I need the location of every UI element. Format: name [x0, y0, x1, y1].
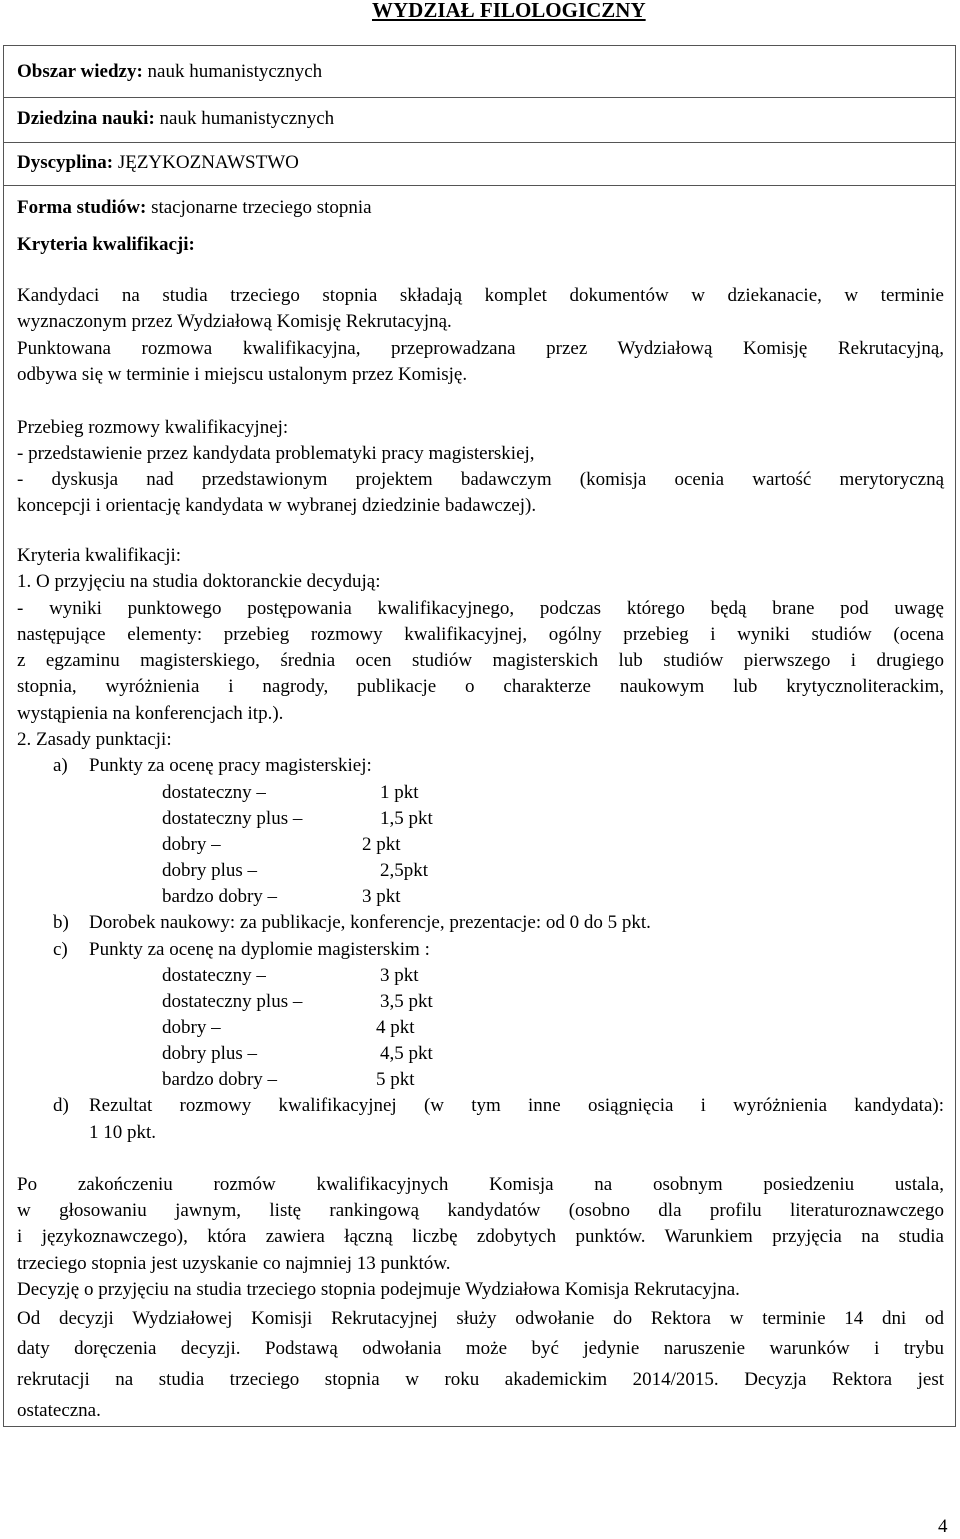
list-item-d: Rezultat rozmowy kwalifikacyjnej (w tym inne osiągnięcia i wyróżnienia kandydata):: [89, 1095, 944, 1116]
field-obszar: [17, 61, 322, 83]
grade-points: 2,5pkt: [380, 860, 429, 881]
grade-points: 3,5 pkt: [380, 991, 433, 1012]
final-line: daty doręczenia decyzji. Podstawą odwołania może być jedynie naruszenie warunków i trybu: [17, 1338, 944, 1359]
point-1-line: z egzaminu magisterskiego, średnia ocen studiów magisterskich lub studiów pierwszego i drugiego: [17, 650, 944, 671]
list-item-c: Punkty za ocenę na dyplomie magisterskim :: [89, 939, 430, 960]
point-1-line: stopnia, wyróżnienia i nagrody, publikacje o charakterze naukowym lub krytycznoliterackim,: [17, 676, 944, 697]
field-value: nauk humanistycznych: [147, 61, 323, 82]
page-number: 4: [938, 1516, 948, 1537]
list-item-a: Punkty za ocenę pracy magisterskiej:: [89, 755, 372, 776]
point-2: 2. Zasady punktacji:: [17, 729, 172, 750]
field-dziedzina: [17, 108, 334, 130]
final-line: ostateczna.: [17, 1400, 101, 1421]
point-1: 1. O przyjęciu na studia doktoranckie decydują:: [17, 571, 381, 592]
faculty-header: WYDZIAŁ FILOLOGICZNY: [372, 0, 646, 22]
final-line: rekrutacji na studia trzeciego stopnia w roku akademickim 2014/2015. Decyzja Rektora jest: [17, 1369, 944, 1390]
grade-label: dobry plus –: [162, 1043, 257, 1064]
grade-label: dostateczny –: [162, 965, 266, 986]
field-value: JĘZYKOZNAWSTWO: [117, 152, 299, 173]
field-kryteria: [17, 234, 195, 256]
intro-line: wyznaczonym przez Wydziałową Komisję Rekrutacyjną.: [17, 311, 452, 332]
grade-points: 4 pkt: [376, 1017, 415, 1038]
intro-line: Kandydaci na studia trzeciego stopnia składają komplet dokumentów w dziekanacie, w terminie: [17, 285, 944, 306]
grade-label: dostateczny –: [162, 782, 266, 803]
field-label: Obszar wiedzy:: [17, 61, 143, 82]
grade-points: 1 pkt: [380, 782, 419, 803]
grade-points: 3 pkt: [380, 965, 419, 986]
grade-label: bardzo dobry –: [162, 1069, 278, 1090]
point-1-line: wystąpienia na konferencjach itp.).: [17, 703, 284, 724]
grade-points: 5 pkt: [376, 1069, 415, 1090]
list-marker-d: d): [53, 1095, 69, 1116]
grade-points: 2 pkt: [362, 834, 401, 855]
list-item-b: Dorobek naukowy: za publikacje, konferencje, prezentacje: od 0 do 5 pkt.: [89, 912, 651, 933]
grade-label: bardzo dobry –: [162, 886, 278, 907]
final-line: Decyzję o przyjęciu na studia trzeciego stopnia podejmuje Wydziałowa Komisja Rekrutacyjna.: [17, 1279, 740, 1300]
final-line: trzeciego stopnia jest uzyskanie co najmniej 13 punktów.: [17, 1253, 451, 1274]
point-1-line: następujące elementy: przebieg rozmowy kwalifikacyjnej, ogólny przebieg i wyniki studiów (ocena: [17, 624, 944, 645]
grade-label: dobry –: [162, 834, 221, 855]
point-1-line: - wyniki punktowego postępowania kwalifikacyjnego, podczas którego będą brane pod uwagę: [17, 598, 944, 619]
field-dyscyplina: [17, 152, 299, 174]
przebieg-line: koncepcji i orientację kandydata w wybranej dziedzinie badawczej).: [17, 495, 537, 516]
intro-line: Punktowana rozmowa kwalifikacyjna, przeprowadzana przez Wydziałową Komisję Rekrutacyjną,: [17, 338, 944, 359]
field-label: Dziedzina nauki:: [17, 108, 155, 129]
field-value: stacjonarne trzeciego stopnia: [151, 197, 372, 218]
field-label: Dyscyplina:: [17, 152, 114, 173]
grade-label: dobry –: [162, 1017, 221, 1038]
list-item-d-continued: 1 10 pkt.: [89, 1122, 157, 1143]
grade-label: dostateczny plus –: [162, 991, 303, 1012]
list-marker-a: a): [53, 755, 68, 776]
field-value: nauk humanistycznych: [159, 108, 335, 129]
field-label: Forma studiów:: [17, 197, 147, 218]
list-marker-b: b): [53, 912, 69, 933]
final-line: Po zakończeniu rozmów kwalifikacyjnych Komisja na osobnym posiedzeniu ustala,: [17, 1174, 944, 1195]
przebieg-line: - dyskusja nad przedstawionym projektem badawczym (komisja ocenia wartość merytoryczną: [17, 469, 944, 490]
grade-label: dostateczny plus –: [162, 808, 303, 829]
final-line: i językoznawczego), która zawiera łączną liczbę zdobytych punktów. Warunkiem przyjęcia na studia: [17, 1226, 944, 1247]
kryteria-title: Kryteria kwalifikacji:: [17, 545, 182, 566]
field-label: Kryteria kwalifikacji:: [17, 234, 195, 255]
grade-points: 4,5 pkt: [380, 1043, 433, 1064]
final-line: w głosowaniu jawnym, listę rankingową kandydatów (osobno dla profilu literaturoznawczego: [17, 1200, 944, 1221]
przebieg-line: - przedstawienie przez kandydata problematyki pracy magisterskiej,: [17, 443, 535, 464]
grade-points: 1,5 pkt: [380, 808, 433, 829]
grade-points: 3 pkt: [362, 886, 401, 907]
field-forma: [17, 197, 372, 219]
grade-label: dobry plus –: [162, 860, 257, 881]
intro-line: odbywa się w terminie i miejscu ustalonym przez Komisję.: [17, 364, 468, 385]
list-marker-c: c): [53, 939, 68, 960]
final-line: Od decyzji Wydziałowej Komisji Rekrutacyjnej służy odwołanie do Rektora w terminie 14 dni od: [17, 1308, 944, 1329]
przebieg-title: Przebieg rozmowy kwalifikacyjnej:: [17, 417, 289, 438]
